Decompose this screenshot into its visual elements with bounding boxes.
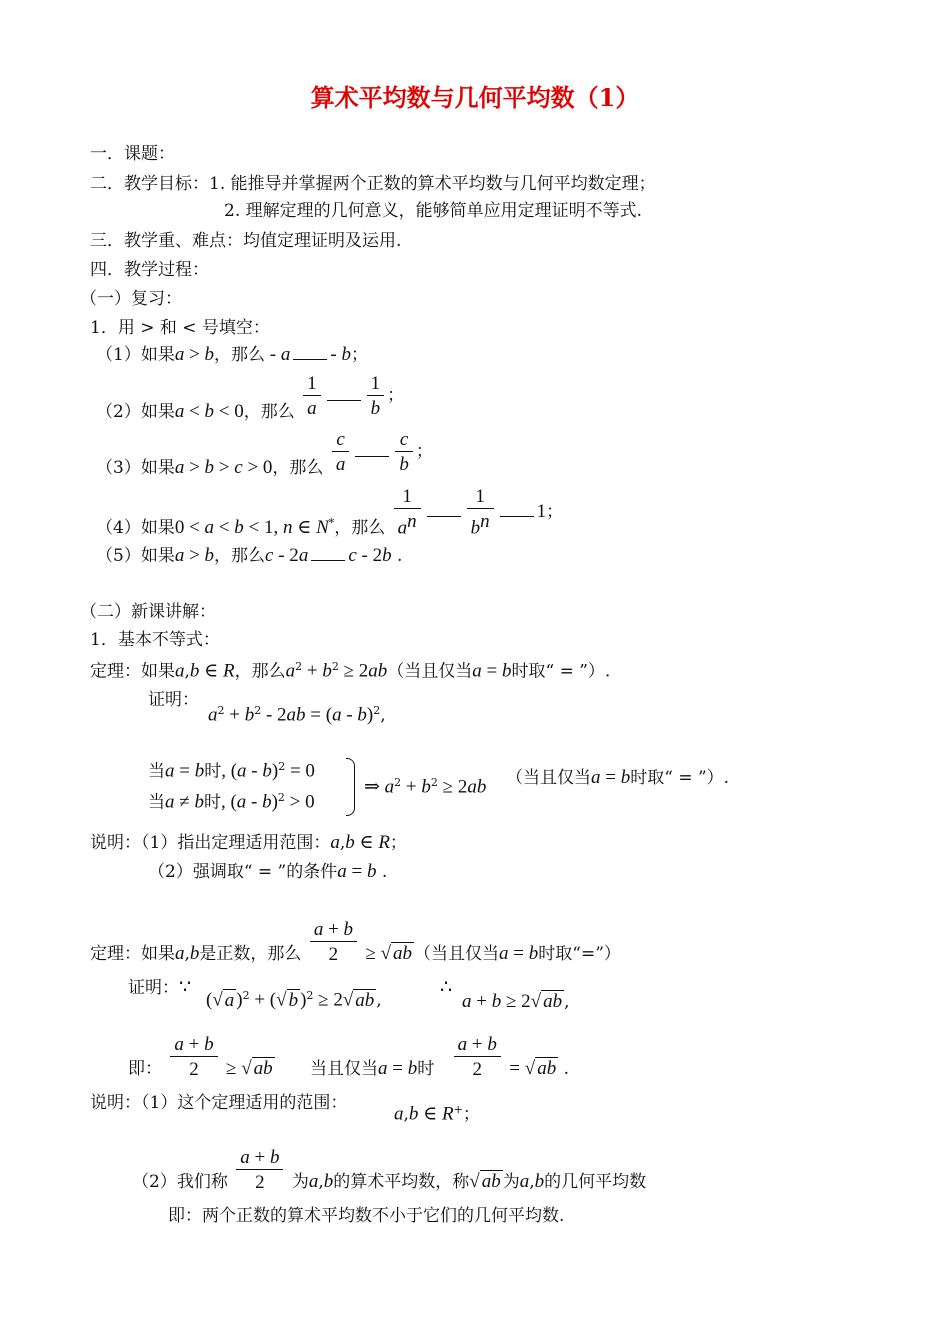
review-item-1: （1）如果a > b，那么 - a - b；	[96, 344, 368, 365]
review-q1: 1．用 > 和 < 号填空：	[90, 318, 270, 338]
blank	[311, 560, 345, 561]
section-goals: 二．教学目标：1. 能推导并掌握两个正数的算术平均数与几何平均数定理；	[90, 174, 656, 194]
section-topic: 一．课题：	[90, 144, 175, 164]
blank	[355, 456, 389, 457]
right-brace	[346, 758, 355, 816]
proof2-result: a + b ≥ 2√ ab ,	[462, 991, 570, 1012]
page-title: 算术平均数与几何平均数（1）	[310, 83, 640, 112]
section-goals-2: 2. 理解定理的几何意义，能够简单应用定理证明不等式.	[224, 201, 643, 221]
blank	[327, 400, 361, 401]
section-process: 四．教学过程：	[90, 260, 209, 280]
proof-label: 证明：	[148, 690, 199, 710]
therefore-sign: ∴	[440, 977, 453, 998]
note-definition: （2）我们称 $\frac{a + b}{2}$ 为a,b的算术平均数，称√ ab 为a,b的几何平均数	[132, 1147, 647, 1193]
review-item-2: （2）如果a < b < 0，那么 $\frac{1}{a}$ $\frac{1}{b}$ ；	[96, 373, 405, 422]
review-item-4: （4）如果0 < a < b < 1, n ∈ N*，那么 $\frac{1}{a^n}$ $\frac{1}{b^n}$ 1；	[96, 486, 564, 539]
note-range: 说明：（1）指出定理适用范围：a,b ∈ R；	[90, 832, 407, 853]
proof2-conclusion: 即： $\frac{a + b}{2}$ ≥ √ ab 当且仅当a = b时 $\frac{a + b}{2}$ = √ ab .	[128, 1034, 570, 1080]
note-conclusion: 即：两个正数的算术平均数不小于它们的几何平均数.	[168, 1206, 565, 1226]
blank	[500, 516, 534, 517]
blank	[293, 359, 327, 360]
note-equality: （2）强调取“ = ”的条件a = b .	[148, 861, 388, 882]
basic-inequality-heading: 1．基本不等式：	[90, 630, 220, 650]
blank	[427, 516, 461, 517]
review-heading: （一）复习：	[80, 289, 182, 309]
note-range-2: 说明：（1）这个定理适用的范围：	[90, 1093, 348, 1113]
note-range-2-expr: a,b ∈ R+；	[394, 1103, 480, 1125]
proof2-label: 证明：∵	[128, 977, 192, 998]
section-keypoints: 三．教学重、难点：均值定理证明及运用.	[90, 231, 402, 251]
review-item-5: （5）如果a > b，那么c - 2a c - 2b .	[96, 545, 403, 566]
theorem-2: 定理：如果a,b是正数，那么 $\frac{a + b}{2}$ ≥ √ ab （当且仅当a = b时取“=”）	[90, 919, 621, 965]
proof-conclusion-note: （当且仅当a = b时取“ = ”）.	[506, 767, 730, 788]
proof-case-equal: 当a = b时, (a - b)$^2$ = 0	[148, 760, 315, 782]
theorem-1: 定理：如果a,b ∈ R，那么$a^2 + b^2 \ge 2ab$（当且仅当a = b时取“ = ”）.	[90, 660, 611, 682]
review-item-3: （3）如果a > b > c > 0，那么 $\frac{c}{a}$ $\frac{c}{b}$ ；	[96, 429, 433, 478]
proof2-step: (√ a )$^2$ + (√ b )$^2$ ≥ 2√ ab ,	[206, 989, 382, 1011]
proof-step-1: $a^2 + b^2 - 2ab = (a - b)^2$,	[208, 704, 386, 726]
new-lesson-heading: （二）新课讲解：	[80, 602, 216, 622]
proof-conclusion: ⇒ $a^2 + b^2 \ge 2ab$	[364, 776, 487, 798]
proof-case-unequal: 当a ≠ b时, (a - b)$^2$ > 0	[148, 791, 315, 813]
